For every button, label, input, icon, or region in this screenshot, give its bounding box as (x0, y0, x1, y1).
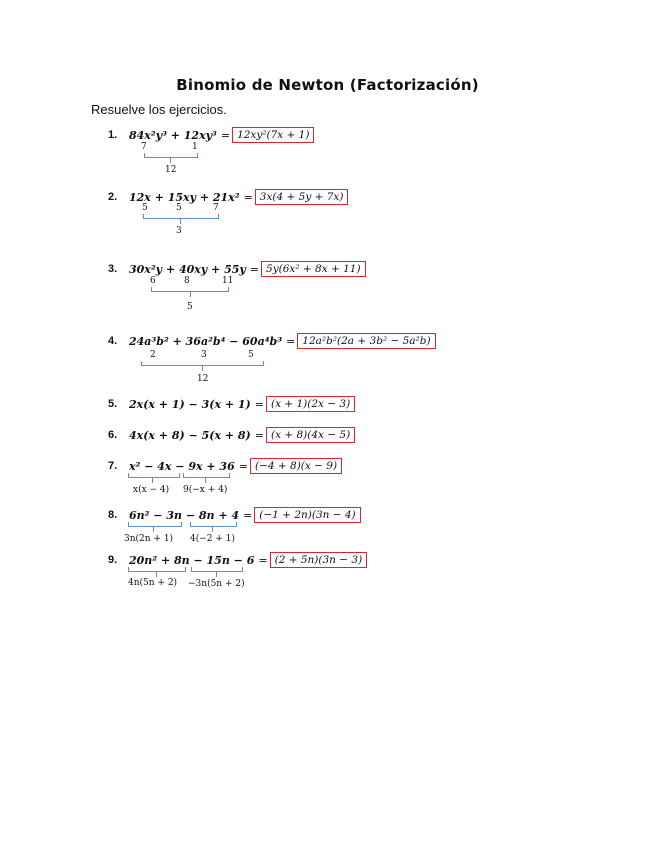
exercise-number: 5. (108, 398, 118, 410)
equals-sign: = (243, 190, 253, 204)
exercise-number: 4. (108, 335, 118, 347)
bracket-tick (152, 478, 153, 483)
page-title: Binomio de Newton (Factorización) (176, 76, 479, 94)
exercise-8 (108, 507, 361, 523)
equals-sign: = (220, 128, 231, 142)
gcd-label: 3 (176, 226, 182, 236)
bracket-tick (170, 158, 171, 163)
exercise-expression: 4x(x + 8) − 5(x + 8) (129, 428, 251, 442)
gcd-label: 12 (165, 165, 177, 175)
answer-box: (−1 + 2n)(3n − 4) (254, 507, 360, 523)
answer-box: (x + 1)(2x − 3) (266, 396, 355, 412)
answer-box: (−4 + 8)(x − 9) (250, 458, 342, 474)
grouping-bracket (128, 522, 182, 527)
answer-box: 3x(4 + 5y + 7x) (255, 189, 349, 205)
answer-box: 12a²b²(2a + 3b² − 5a²b) (297, 333, 435, 349)
equals-sign: = (258, 553, 268, 567)
gcd-label: 5 (187, 302, 193, 312)
exercise-4 (108, 333, 436, 349)
group-label: −3n(5n + 2) (188, 579, 245, 589)
factor-label: 11 (222, 276, 234, 286)
equals-sign: = (254, 397, 264, 411)
bracket-tick (156, 572, 157, 577)
bracket-tick (216, 572, 217, 577)
factor-label: 3 (201, 350, 207, 360)
exercise-number: 7. (108, 460, 118, 472)
grouping-bracket (144, 153, 198, 158)
exercise-number: 9. (108, 554, 118, 566)
bracket-tick (205, 478, 206, 483)
factor-label: 5 (142, 203, 148, 213)
exercise-expression: 30x²y + 40xy + 55y (129, 262, 246, 276)
group-label: 4(−2 + 1) (190, 534, 236, 544)
exercise-number: 8. (108, 509, 118, 521)
exercise-expression: 84x²y³ + 12xy³ (129, 128, 217, 142)
exercise-expression: 20n² + 8n − 15n − 6 (129, 553, 255, 567)
exercise-expression: 24a³b² + 36a²b⁴ − 60a⁴b³ (129, 334, 283, 348)
factor-label: 2 (150, 350, 156, 360)
bracket-tick (202, 366, 203, 371)
instructions: Resuelve los ejercicios. (91, 102, 227, 117)
factor-label: 7 (141, 142, 147, 152)
exercise-3 (108, 261, 366, 277)
exercise-6 (108, 427, 355, 443)
exercise-5 (108, 396, 355, 412)
exercise-expression: x² − 4x − 9x + 36 (129, 459, 235, 473)
grouping-bracket (143, 214, 219, 219)
group-label: 9(−x + 4) (183, 485, 228, 495)
grouping-bracket (128, 473, 180, 478)
answer-box: 12xy²(7x + 1) (232, 127, 314, 143)
exercise-number: 3. (108, 263, 118, 275)
gcd-label: 12 (197, 374, 209, 384)
equals-sign: = (243, 508, 253, 522)
factor-label: 8 (184, 276, 190, 286)
answer-box: (x + 8)(4x − 5) (266, 427, 355, 443)
answer-box: (2 + 5n)(3n − 3) (270, 552, 368, 568)
bracket-tick (180, 219, 181, 224)
equals-sign: = (238, 459, 248, 473)
group-label: x(x − 4) (133, 485, 170, 495)
grouping-bracket (190, 522, 237, 527)
exercise-number: 2. (108, 191, 118, 203)
answer-box: 5y(6x² + 8x + 11) (261, 261, 366, 277)
grouping-bracket (128, 567, 186, 572)
factor-label: 7 (213, 203, 219, 213)
factor-label: 1 (192, 142, 198, 152)
factor-label: 5 (248, 350, 254, 360)
exercise-expression: 2x(x + 1) − 3(x + 1) (129, 397, 251, 411)
exercise-number: 6. (108, 429, 118, 441)
factor-label: 6 (150, 276, 156, 286)
exercise-expression: 12x + 15xy + 21x² (129, 190, 240, 204)
exercise-expression: 6n² − 3n − 8n + 4 (129, 508, 240, 522)
exercise-7 (108, 458, 342, 474)
bracket-tick (153, 527, 154, 532)
group-label: 3n(2n + 1) (124, 534, 174, 544)
exercise-number: 1. (108, 129, 118, 141)
grouping-bracket (191, 567, 243, 572)
exercise-9 (108, 552, 367, 568)
equals-sign: = (254, 428, 264, 442)
grouping-bracket (183, 473, 230, 478)
equals-sign: = (249, 262, 260, 276)
factor-label: 5 (176, 203, 182, 213)
group-label: 4n(5n + 2) (128, 578, 178, 588)
bracket-tick (190, 292, 191, 297)
equals-sign: = (286, 334, 296, 348)
exercise-1 (108, 127, 314, 143)
bracket-tick (212, 527, 213, 532)
